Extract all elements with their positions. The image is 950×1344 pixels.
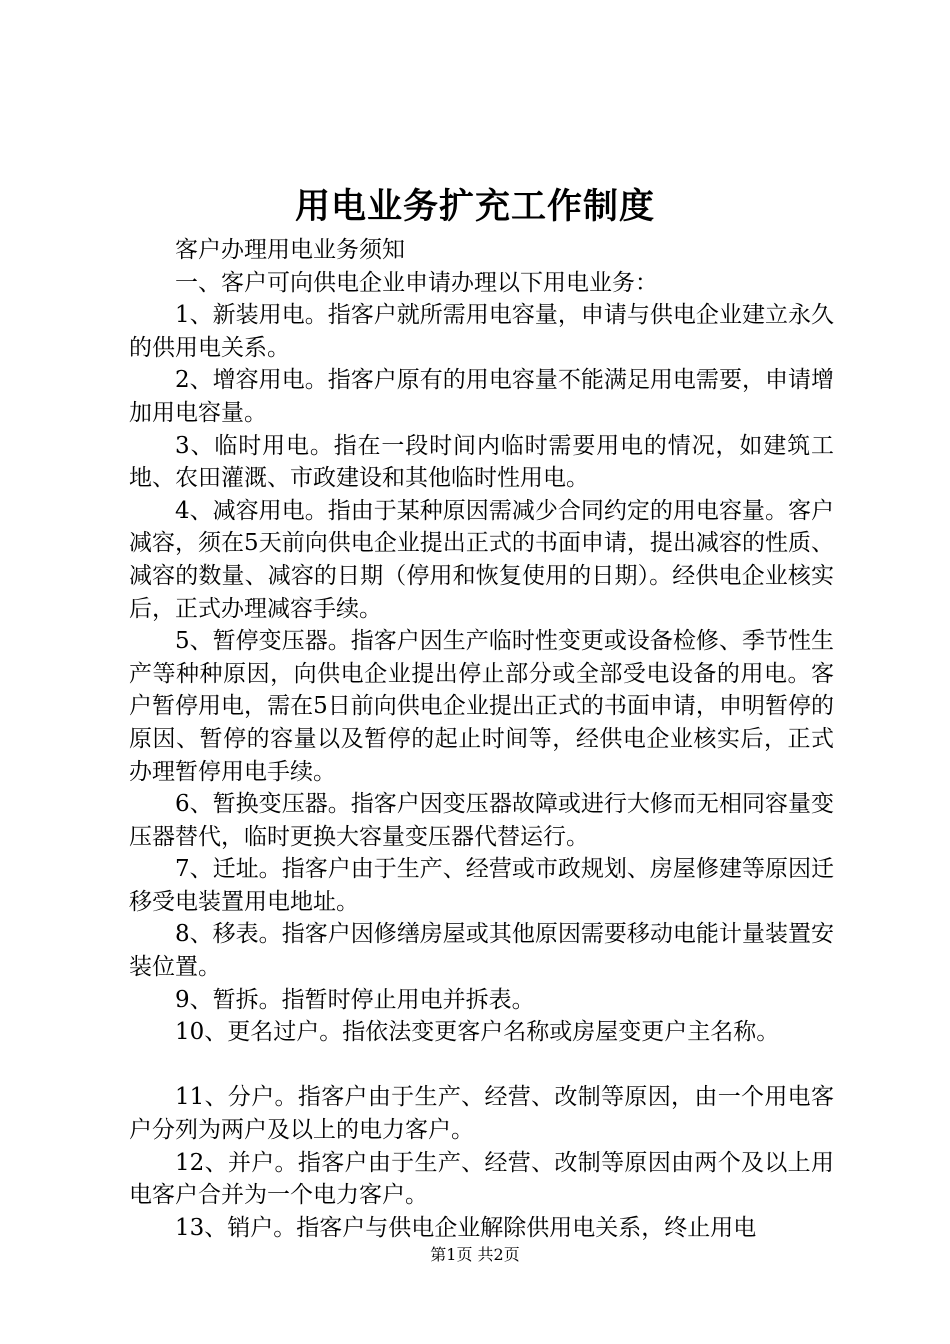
- paragraph-item-2: 2、增容用电。指客户原有的用电容量不能满足用电需要，申请增加用电容量。: [129, 367, 834, 426]
- document-body: [129, 234, 834, 1244]
- paragraph-item-8: 8、移表。指客户因修缮房屋或其他原因需要移动电能计量装置安装位置。: [129, 921, 834, 981]
- paragraph-notice-heading: 客户办理用电业务须知: [175, 237, 405, 263]
- paragraph-item-11: 11、分户。指客户由于生产、经营、改制等原因，由一个用电客户分列为两户及以上的电力客户。: [129, 1084, 834, 1144]
- paragraph-item-9: 9、暂拆。指暂时停止用电并拆表。: [175, 986, 535, 1013]
- paragraph-item-10: 10、更名过户。指依法变更客户名称或房屋变更户主名称。: [175, 1019, 780, 1046]
- paragraph-item-4: 4、减容用电。指由于某种原因需减少合同约定的用电容量。客户减容，须在5天前向供电企业提出正式的书面申请，提出减容的性质、减容的数量、减容的日期（停用和恢复使用的日期）。经供电企业核实后，正式办理减容手续。: [129, 497, 834, 622]
- paragraph-item-7: 7、迁址。指客户由于生产、经营或市政规划、房屋修建等原因迁移受电装置用电地址。: [129, 856, 834, 915]
- paragraph-item-3: 3、临时用电。指在一段时间内临时需要用电的情况，如建筑工地、农田灌溉、市政建设和其他临时性用电。: [129, 432, 834, 492]
- document-title: 用电业务扩充工作制度: [294, 186, 655, 227]
- paragraph-item-6: 6、暂换变压器。指客户因变压器故障或进行大修而无相同容量变压器替代，临时更换大容量变压器代替运行。: [129, 791, 834, 850]
- paragraph-item-5: 5、暂停变压器。指客户因生产临时性变更或设备检修、季节性生产等种种原因，向供电企业提出停止部分或全部受电设备的用电。客户暂停用电，需在5日前向供电企业提出正式的书面申请，申明暂停的原因、暂停的容量以及暂停的起止时间等，经供电企业核实后，正式办理暂停用电手续。: [129, 628, 834, 785]
- paragraph-item-1: 1、新装用电。指客户就所需用电容量，申请与供电企业建立永久的供用电关系。: [129, 302, 834, 361]
- page-indicator: 第1页 共2页: [430, 1245, 520, 1264]
- paragraph-item-13: 13、销户。指客户与供电企业解除供用电关系，终止用电: [175, 1214, 757, 1241]
- paragraph-section-one: 一、客户可向供电企业申请办理以下用电业务：: [175, 269, 658, 296]
- paragraph-item-12: 12、并户。指客户由于生产、经营、改制等原因由两个及以上用电客户合并为一个电力客户。: [129, 1149, 834, 1209]
